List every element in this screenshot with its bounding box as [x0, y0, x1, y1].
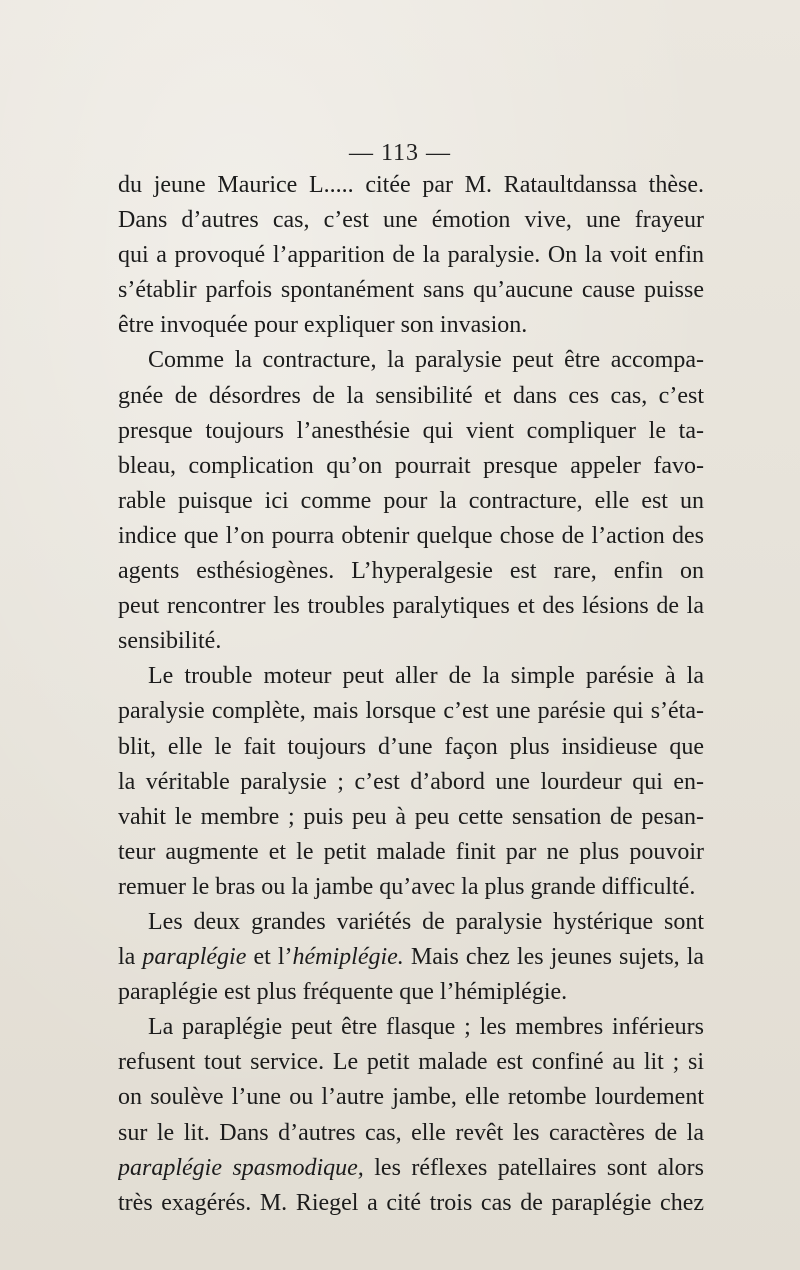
text-line: Dans d’autres cas, c’est une émotion vive, une frayeur	[118, 207, 704, 234]
italic-term-hemiplegie: hémiplégie.	[292, 944, 404, 971]
text-line: du jeune Maurice L..... citée par M. Rataultdanssa thèse.	[118, 172, 704, 198]
text-line: agents esthésiogènes. L’hyperalgesie est rare, enfin on	[118, 558, 704, 585]
text-fragment: la	[118, 944, 136, 971]
text-line: vahit le membre ; puis peu à peu cette sensation de pesan-	[118, 803, 704, 830]
text-fragment: Mais chez les jeunes sujets, la	[410, 944, 704, 971]
text-line-with-italics	[118, 1151, 704, 1186]
text-line: paralysie complète, mais lorsque c’est une parésie qui s’éta-	[118, 698, 704, 725]
text-line: être invoquée pour expliquer son invasion.	[118, 312, 528, 339]
text-line: refusent tout service. Le petit malade est confiné au lit ; si	[118, 1049, 704, 1076]
text-line: blit, elle le fait toujours d’une façon plus insidieuse que	[118, 733, 704, 760]
paragraph-start-line: Comme la contracture, la paralysie peut être accompa-	[148, 347, 704, 374]
text-line: la véritable paralysie ; c’est d’abord une lourdeur qui en-	[118, 768, 704, 795]
text-line: peut rencontrer les troubles paralytiques et des lésions de la	[118, 593, 704, 620]
text-line: remuer le bras ou la jambe qu’avec la plus grande difficulté.	[118, 873, 696, 900]
text-line: on soulève l’une ou l’autre jambe, elle retombe lourdement	[118, 1084, 704, 1111]
text-line: rable puisque ici comme pour la contracture, elle est un	[118, 487, 704, 514]
italic-term-paraplegie-spasmodique: paraplégie spasmodique,	[118, 1154, 364, 1181]
text-line-with-italics	[118, 940, 704, 975]
text-line: très exagérés. M. Riegel a cité trois cas de paraplégie chez	[118, 1189, 704, 1216]
text-line: qui a provoqué l’apparition de la paralysie. On la voit enfin	[118, 242, 704, 269]
text-line: sensibilité.	[118, 628, 222, 655]
text-line: s’établir parfois spontanément sans qu’aucune cause puisse	[118, 277, 704, 304]
text-line: gnée de désordres de la sensibilité et dans ces cas, c’est	[118, 382, 704, 409]
text-line: sur le lit. Dans d’autres cas, elle revêt les caractères de la	[118, 1119, 704, 1146]
paragraph-start-line: La paraplégie peut être flasque ; les membres inférieurs	[148, 1014, 704, 1041]
italic-term-paraplegie: paraplégie	[142, 944, 247, 971]
page-number: — 113 —	[348, 140, 452, 166]
paragraph-start-line: Le trouble moteur peut aller de la simple parésie à la	[148, 663, 704, 690]
text-fragment: l’	[277, 944, 293, 971]
text-line: indice que l’on pourra obtenir quelque chose de l’action des	[118, 522, 704, 549]
text-line: teur augmente et le petit malade finit par ne plus pouvoir	[118, 838, 704, 865]
text-fragment: les réflexes patellaires sont alors	[374, 1154, 704, 1181]
paragraph-start-line: Les deux grandes variétés de paralysie hystérique sont	[148, 908, 704, 935]
text-fragment: et	[253, 944, 271, 971]
body-text	[118, 168, 704, 1221]
text-line: bleau, complication qu’on pourrait presque appeler favo-	[118, 452, 704, 479]
text-line: paraplégie est plus fréquente que l’hémiplégie.	[118, 979, 568, 1006]
text-line: presque toujours l’anesthésie qui vient compliquer le ta-	[118, 417, 704, 444]
